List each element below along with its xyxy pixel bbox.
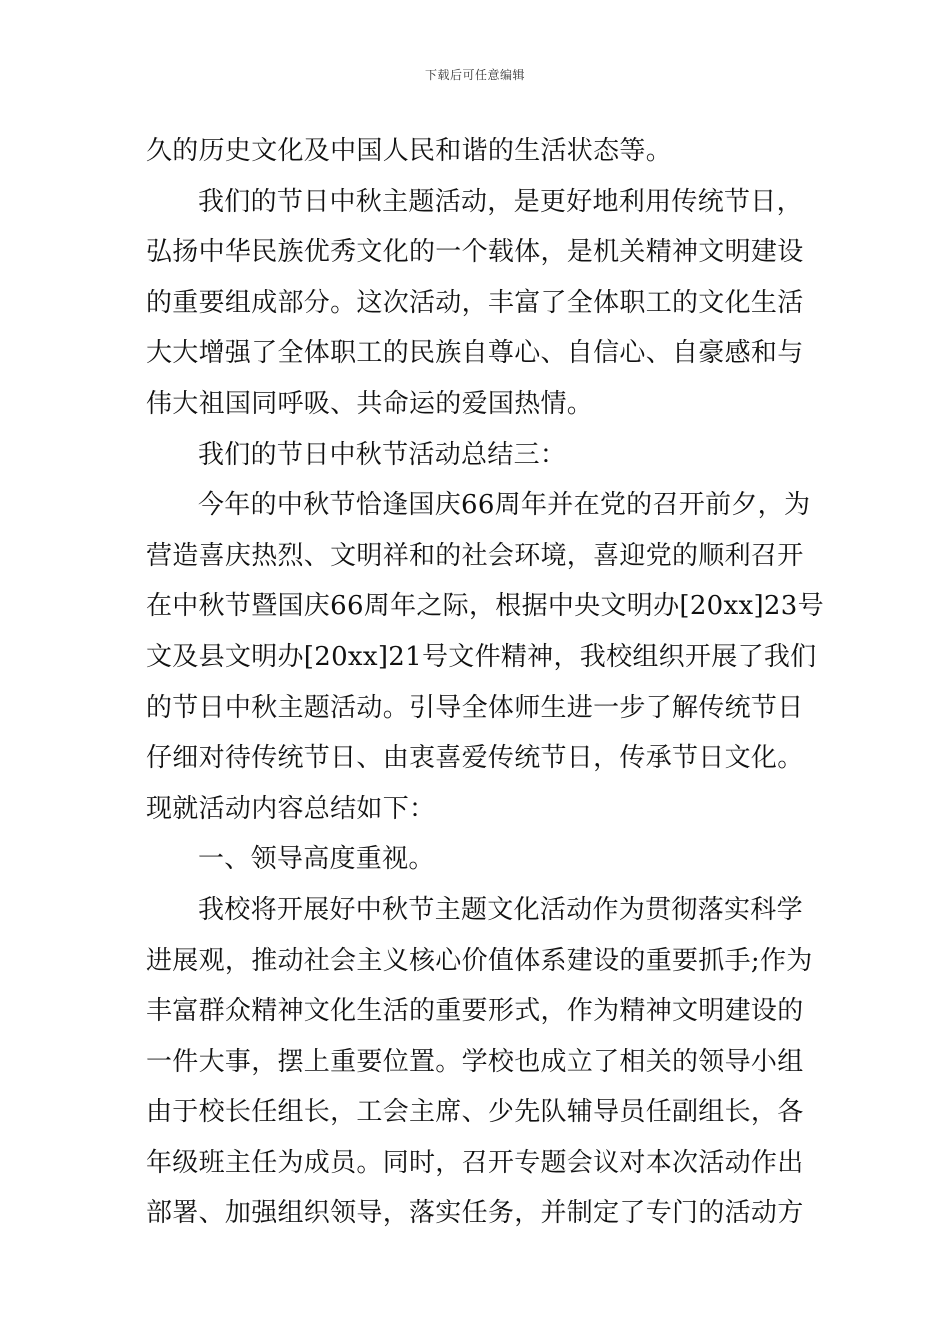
- text-line: 伟大祖国同呼吸、共命运的爱国热情。: [146, 388, 594, 419]
- document-body: [146, 126, 824, 1239]
- text-line: 我校将开展好中秋节主题文化活动作为贯彻落实科学: [198, 894, 803, 925]
- text-line: 仔细对待传统节日、由衷喜爱传统节日，传承节日文化。: [146, 743, 804, 774]
- text-line: 我们的节日中秋主题活动，是更好地利用传统节日，: [198, 186, 803, 217]
- text-line: 文及县文明办[20xx]21号文件精神，我校组织开展了我们: [146, 641, 817, 672]
- text-line: 在中秋节暨国庆66周年之际，根据中央文明办[20xx]23号: [146, 591, 824, 622]
- section-heading: 我们的节日中秋节活动总结三：: [198, 439, 567, 470]
- text-line: 年级班主任为成员。同时，召开专题会议对本次活动作出: [146, 1147, 804, 1178]
- text-line: 大大增强了全体职工的民族自尊心、自信心、自豪感和与: [146, 338, 804, 369]
- text-line: 现就活动内容总结如下：: [146, 793, 436, 824]
- section-heading: 一、领导高度重视。: [198, 844, 435, 875]
- text-line: 部署、加强组织领导，落实任务，并制定了专门的活动方: [146, 1198, 804, 1229]
- page-header: 下载后可任意编辑: [424, 68, 525, 82]
- text-line: 弘扬中华民族优秀文化的一个载体，是机关精神文明建设: [146, 237, 804, 268]
- text-line: 的重要组成部分。这次活动，丰富了全体职工的文化生活: [146, 287, 804, 318]
- text-line: 一件大事，摆上重要位置。学校也成立了相关的领导小组: [146, 1046, 804, 1077]
- text-line: 丰富群众精神文化生活的重要形式，作为精神文明建设的: [146, 996, 804, 1027]
- text-line: 进展观，推动社会主义核心价值体系建设的重要抓手;作为: [146, 945, 813, 976]
- text-line: 由于校长任组长，工会主席、少先队辅导员任副组长，各: [146, 1097, 804, 1128]
- text-line: 今年的中秋节恰逢国庆66周年并在党的召开前夕，为: [198, 490, 811, 521]
- text-line: 的节日中秋主题活动。引导全体师生进一步了解传统节日: [146, 692, 804, 723]
- text-line: 久的历史文化及中国人民和谐的生活状态等。: [146, 136, 673, 166]
- text-line: 营造喜庆热烈、文明祥和的社会环境，喜迎党的顺利召开: [146, 540, 804, 571]
